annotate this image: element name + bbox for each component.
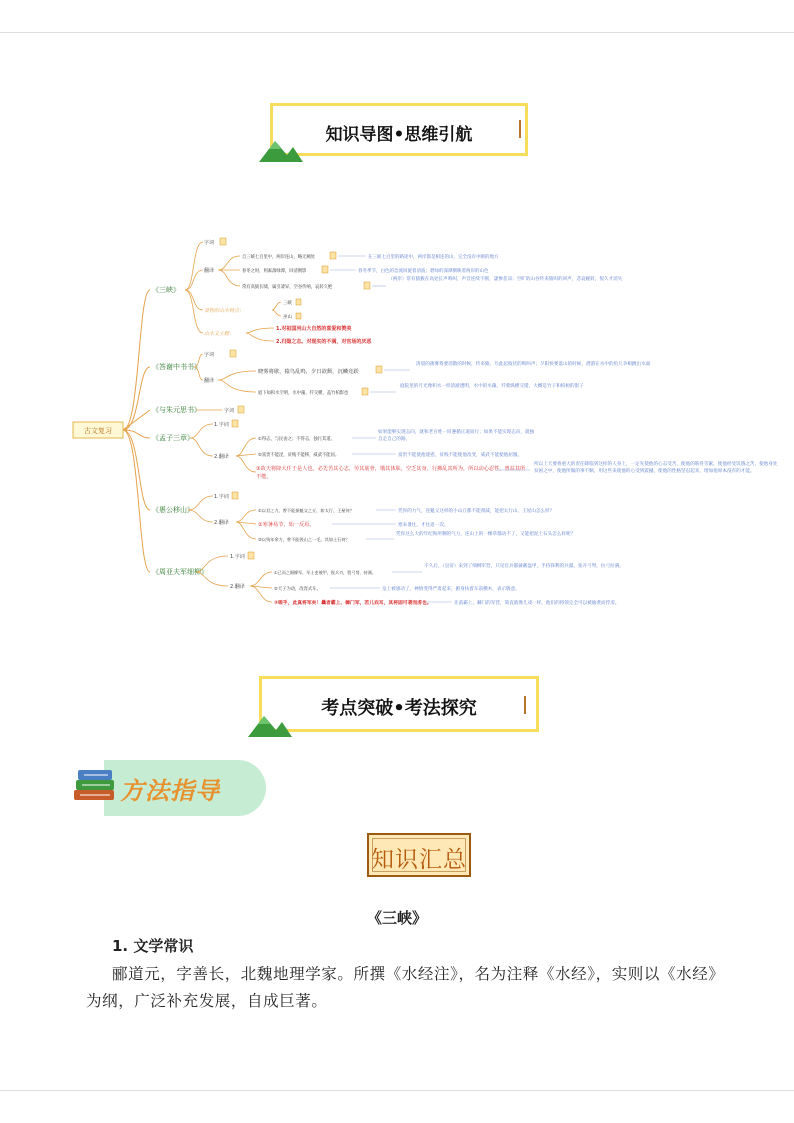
mind-map xyxy=(0,230,794,620)
dxzss-row2-dst: 庭院里的月光像积水一样清澈透明，水中的水藻、荇菜纵横交错，大概是竹子和柏树的影子 xyxy=(400,384,584,389)
sanxia-row1-dst: 在三峡七百里的路途中，两岸都是相连的山，完全没有中断的地方 xyxy=(368,255,499,260)
ygys-row3-src: ③以残年余力，曾不能毁山之一毛，其如土石何？ xyxy=(258,537,350,542)
sanxia-row3-src: 常有高猿长啸，属引凄异，空谷传响，哀转久绝 xyxy=(242,285,333,290)
zyf-zici: 1.字词 xyxy=(230,554,245,560)
banner-accent-mark xyxy=(519,120,521,138)
section-mzsz: 《孟子三章》 xyxy=(152,434,194,442)
mzsz-row1-src: ①得志，与民由之；不得志，独行其道。 xyxy=(258,437,335,442)
mzsz-row3-dst: 所以上天要将重大的责任降临到这样的人身上，一定先使他的心志受苦，使他的筋骨劳累，使他经受饥饿之苦，使他身处贫困之中，使他所做的事不顺，用这些来使他的心受到震撼，使他的性格坚忍起来，增加他原本没有的才能。 xyxy=(534,462,778,474)
zyf-fanyi: 2.翻译 xyxy=(230,584,245,590)
section-yzyss: 《与朱元思书》 xyxy=(152,406,201,414)
mzsz-row2-dst: 富贵不能使他迷惑，贫贱不能使他改变，威武不能使他屈服。 xyxy=(398,453,523,458)
document-heading: 《三峡》 xyxy=(366,909,427,927)
ygys-fanyi: 2.翻译 xyxy=(214,520,229,526)
method-label: 方法指导 xyxy=(120,777,220,805)
ygys-row1-src: ①以君之力，曾不能损魁父之丘，如太行、王屋何？ xyxy=(258,508,354,513)
banner-accent-mark xyxy=(524,696,526,714)
sanxia-feature-2: 巫山 xyxy=(283,315,292,320)
section-title: 1. 文学常识 xyxy=(112,937,194,955)
mzsz-row2-src: ②富贵不能淫，贫贱不能移，威武不能屈。 xyxy=(258,453,340,458)
books-icon xyxy=(70,764,120,808)
zyf-row2-src: ②天子为动，改容式车。 xyxy=(274,587,321,592)
section-zyf: 《周亚夫军细柳》 xyxy=(152,568,208,576)
ygys-row1-dst: 凭你的力气，连魁父这样的小山丘都不能削减，能把太行山、王屋山怎么样？ xyxy=(398,509,555,514)
hills-icon xyxy=(246,712,294,738)
dxzss-row2-src: 庭下如积水空明，水中藻、荇交横，盖竹柏影也 xyxy=(258,391,349,396)
ygys-row2-src: ②寒暑易节，始一反焉。 xyxy=(258,522,315,528)
mindmap-banner-title: 知识导图•思维引航 xyxy=(325,125,473,145)
yzyss-zici: 字词 xyxy=(224,408,235,414)
mzsz-zici: 1.字词 xyxy=(214,422,229,428)
exam-banner-title: 考点突破•考法探究 xyxy=(321,698,477,719)
sanxia-zici: 字词 xyxy=(204,240,215,246)
ygys-zici: 1.字词 xyxy=(214,494,229,500)
zyf-row2-dst: 皇上被感动了，神情变得严肃起来，俯身扶着车前横木，表示敬意。 xyxy=(382,587,520,592)
top-rule xyxy=(0,32,794,33)
mzsz-row3-src: ③故天将降大任于是人也，必先苦其心志，劳其筋骨，饿其体肤，空乏其身，行拂乱其所为，所以动心忍性，曾益其所不能。 xyxy=(256,466,526,480)
sanxia-theme: 山水文主题： xyxy=(204,331,235,337)
zyf-row1-src: ①已而之细柳军，军士吏被甲，锐兵刃，彀弓弩，持满。 xyxy=(274,570,376,575)
section-sanxia: 《三峡》 xyxy=(152,286,180,294)
knowledge-summary-box xyxy=(367,833,471,877)
sanxia-theme-2: 2.归隐之志。对现实的不满，对官场的厌恶 xyxy=(276,339,372,345)
sanxia-fanyi: 翻译 xyxy=(204,268,215,274)
section-body: 郦道元，字善长，北魏地理学家。所撰《水经注》，名为注释《水经》，实则以《水经》为纲，广泛补充发展，自成巨著。 xyxy=(86,965,725,1010)
mindmap-banner xyxy=(270,103,528,156)
zyf-row1-dst: 不久后，（皇帝）来到了细柳军营，只见官兵都披戴盔甲，手持锋利的兵器，张开弓弩，拉弓拉满。 xyxy=(424,564,624,569)
dxzss-zici: 字词 xyxy=(204,352,215,358)
hills-icon xyxy=(257,137,305,163)
sanxia-theme-1: 1.对祖国河山大自然的喜爱和赞美 xyxy=(276,326,352,332)
zyf-row3-dst: 先前霸上、棘门的军营，简直就像儿戏一样，他们的将领完全可以被偷袭而俘虏。 xyxy=(454,601,620,606)
bottom-rule xyxy=(0,1090,794,1091)
mindmap-root: 古文复习 xyxy=(84,427,112,435)
ygys-row3-dst: 凭你这么大的年纪和所剩的气力，连山上的一棵草都动不了，又能把泥土石头怎么样呢？ xyxy=(396,532,576,537)
zyf-row3-src: ③嗟乎，此真将军矣！曩者霸上、棘门军，若儿戏耳，其将固可袭而虏也。 xyxy=(274,601,432,606)
section-dxzss: 《答谢中书书》 xyxy=(152,363,201,371)
dxzss-row1-dst: 清晨的薄雾将要消散的时候，传来猿、鸟此起彼伏的鸣叫声；夕阳快要落山的时候，潜游在水中的鱼儿争相跳出水面 xyxy=(416,362,651,367)
sanxia-feature: 景物的山水特点： xyxy=(204,308,245,314)
dxzss-fanyi: 翻译 xyxy=(204,378,215,384)
section-ygys: 《愚公移山》 xyxy=(152,506,194,514)
sanxia-feature-1: 三峡 xyxy=(283,301,292,306)
dxzss-row1-src: 晓雾将歇，猿鸟乱鸣，夕日欲颓，沉鳞竞跃 xyxy=(258,369,359,375)
mzsz-row1-dst: 如果能够实现志向，就和老百姓一同遵循正道而行；如果不能实现志向，就独自走自己的路。 xyxy=(378,430,535,442)
knowledge-summary-label: 知识汇总 xyxy=(371,847,467,873)
exam-banner xyxy=(259,676,539,732)
ygys-row2-dst: 寒来暑往，才往返一次。 xyxy=(398,523,449,528)
sanxia-row1-src: 自三峡七百里中，两岸连山，略无阙处 xyxy=(242,255,316,260)
sanxia-row3-dst: （两岸）常有猿猴在高处长声鸣叫，声音连续不断，凄惨悲凉；空旷的山谷传来猿叫的回声，悲哀婉转，很久才消失 xyxy=(388,277,623,282)
sanxia-row2-dst: 春冬季节，白色的急流回旋着清波；碧绿的深潭倒映着两岸的山色 xyxy=(358,269,489,274)
sanxia-row2-src: 春冬之时，则素湍绿潭，回清倒影 xyxy=(242,269,307,274)
mzsz-fanyi: 2.翻译 xyxy=(214,454,229,460)
